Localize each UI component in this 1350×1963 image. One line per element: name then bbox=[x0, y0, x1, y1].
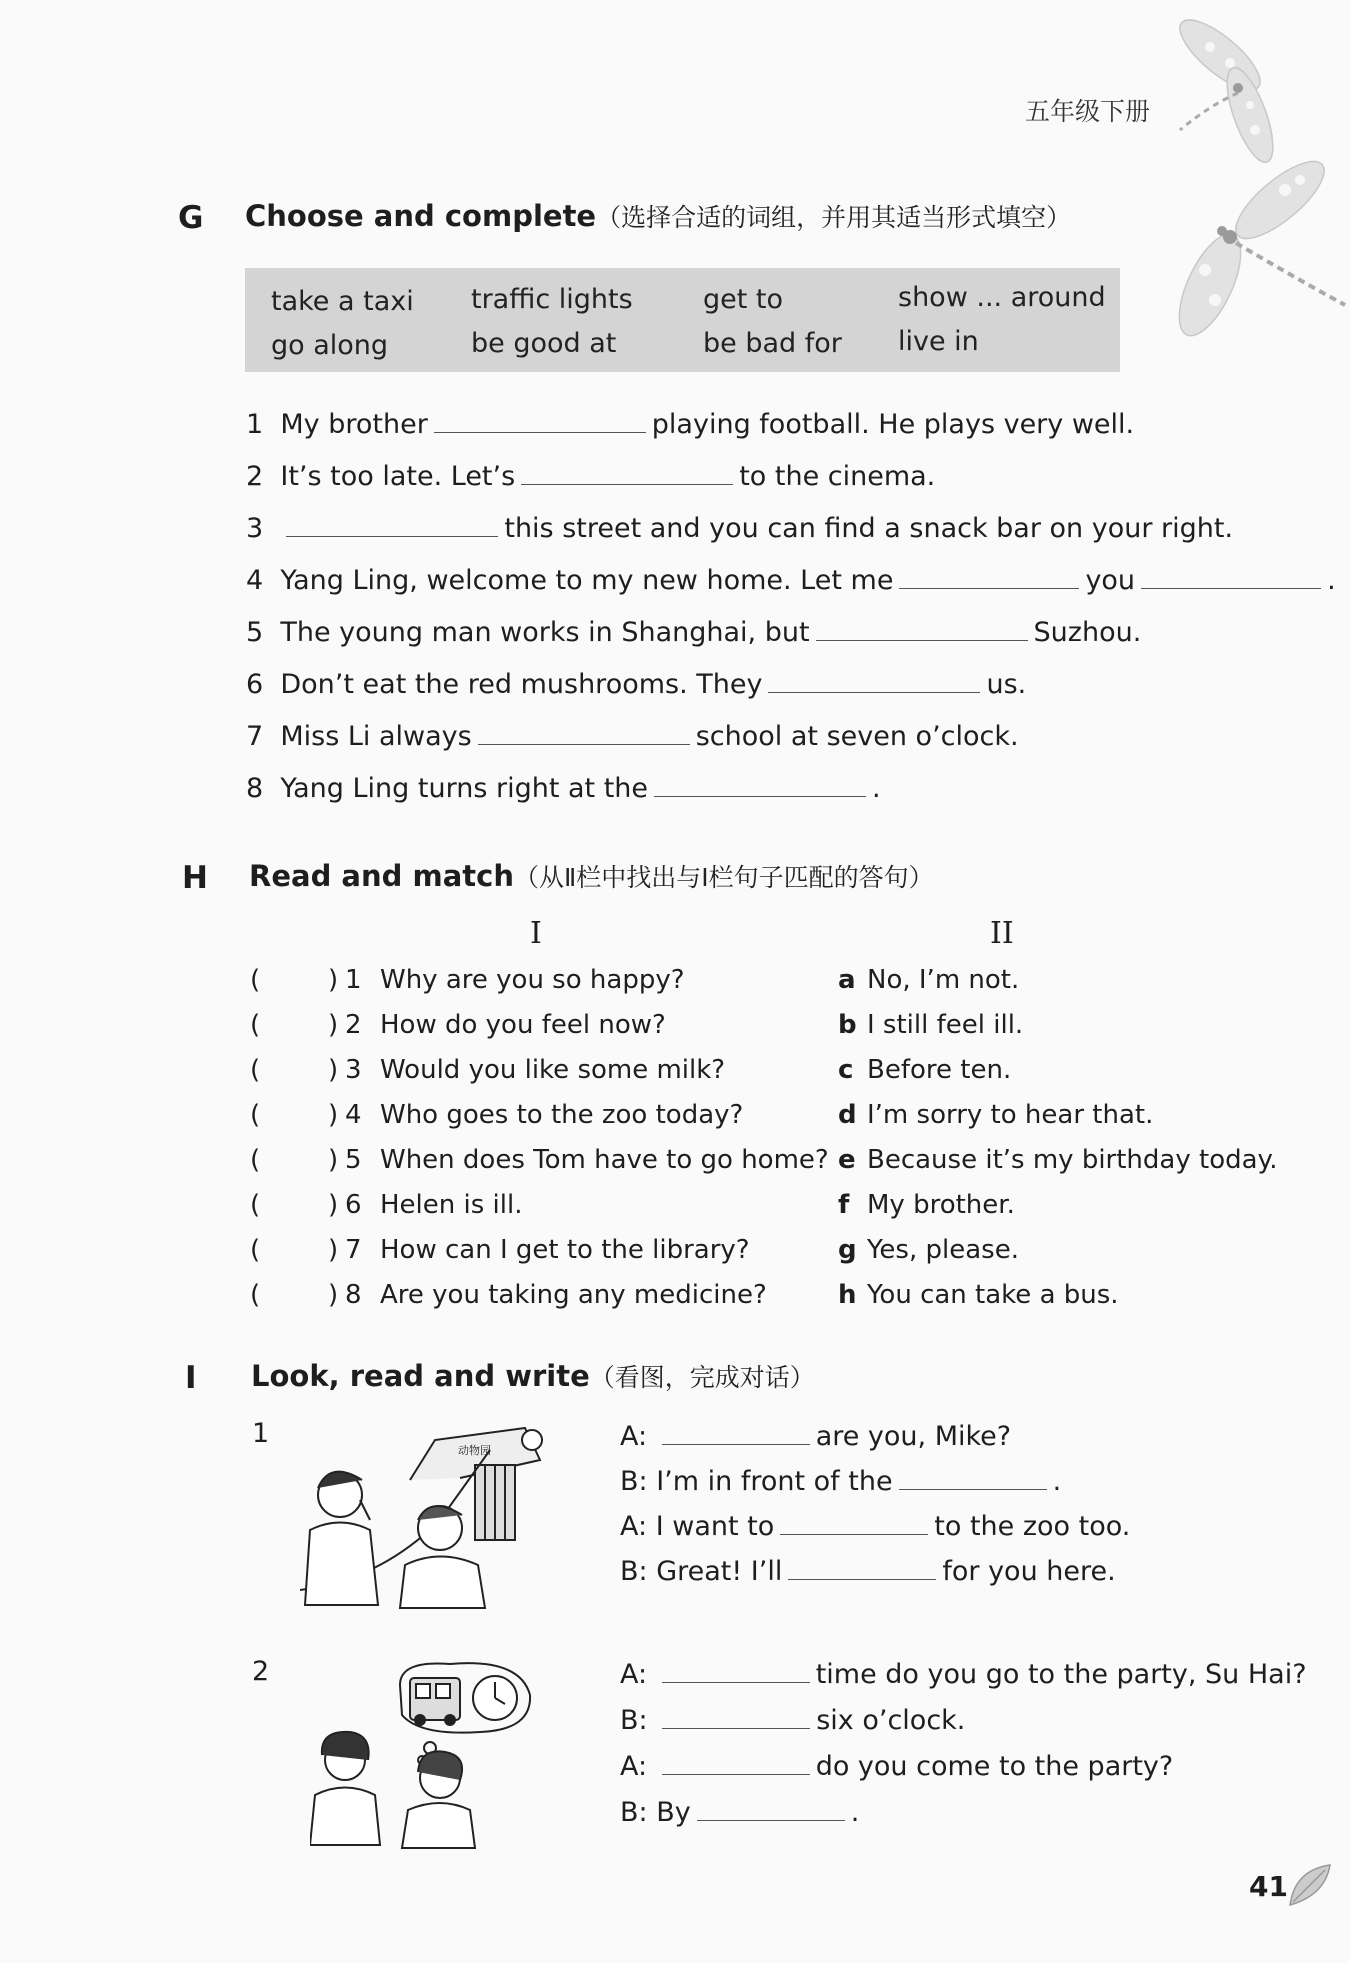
exercise-item bbox=[246, 408, 1134, 440]
answer-paren-open: ( bbox=[250, 965, 261, 995]
dialogue-line bbox=[620, 1420, 1011, 1452]
answer-text: I still feel ill. bbox=[867, 1010, 1024, 1040]
answer-paren-close: ) bbox=[328, 1235, 339, 1265]
item-number: 5 bbox=[345, 1145, 362, 1175]
item-number: 8 bbox=[246, 773, 264, 804]
dialogue-line bbox=[620, 1510, 1130, 1542]
answer-paren-close: ) bbox=[328, 1055, 339, 1085]
item-text: Miss Li always bbox=[280, 721, 472, 752]
answer-blank[interactable] bbox=[780, 1510, 928, 1535]
answer-paren-open: ( bbox=[250, 1010, 261, 1040]
answer-text: My brother. bbox=[867, 1190, 1015, 1220]
dialogue-text: time do you go to the party, Su Hai? bbox=[815, 1659, 1307, 1690]
section-h-heading bbox=[249, 858, 934, 894]
answer-slot[interactable] bbox=[262, 1190, 322, 1220]
dialogue-text: . bbox=[850, 1797, 860, 1828]
answer-paren-open: ( bbox=[250, 1235, 261, 1265]
dialogue-line bbox=[620, 1750, 1173, 1782]
answer-blank[interactable] bbox=[697, 1796, 845, 1821]
dialogue-line bbox=[620, 1796, 859, 1828]
exercise-item bbox=[246, 668, 1026, 700]
item-number: 2 bbox=[345, 1010, 362, 1040]
item-text: you bbox=[1085, 565, 1136, 596]
item-number: 3 bbox=[345, 1055, 362, 1085]
answer-slot[interactable] bbox=[262, 1010, 322, 1040]
word-bank-item: take a taxi bbox=[271, 286, 414, 317]
answer-letter: c bbox=[838, 1055, 854, 1085]
answer-blank[interactable] bbox=[1141, 564, 1321, 589]
page-number: 41 bbox=[1249, 1870, 1288, 1903]
answer-paren-open: ( bbox=[250, 1145, 261, 1175]
dialogue-text: to the zoo too. bbox=[934, 1511, 1131, 1542]
answer-slot[interactable] bbox=[262, 1055, 322, 1085]
speaker-label: A: bbox=[620, 1751, 648, 1782]
dialogue-text: are you, Mike? bbox=[815, 1421, 1012, 1452]
bus-clock-girls-illustration bbox=[310, 1660, 550, 1850]
grade-label: 五年级下册 bbox=[1024, 97, 1150, 126]
word-bank-item: show ... around bbox=[898, 282, 1106, 313]
answer-paren-open: ( bbox=[250, 1280, 261, 1310]
question-text: Would you like some milk? bbox=[380, 1055, 726, 1085]
item-number: 1 bbox=[246, 409, 264, 440]
exercise-item bbox=[246, 564, 1336, 596]
item-text: Yang Ling, welcome to my new home. Let me bbox=[280, 565, 894, 596]
section-i-letter: I bbox=[185, 1360, 197, 1396]
question-text: Are you taking any medicine? bbox=[380, 1280, 767, 1310]
item-text: Yang Ling turns right at the bbox=[280, 773, 649, 804]
answer-text: No, I’m not. bbox=[867, 965, 1020, 995]
item-number: 2 bbox=[246, 461, 264, 492]
answer-slot[interactable] bbox=[262, 1280, 322, 1310]
dialogue-text: for you here. bbox=[942, 1556, 1116, 1587]
dialogue-line bbox=[620, 1465, 1061, 1497]
speaker-label: A: bbox=[620, 1421, 648, 1452]
exercise-item bbox=[246, 616, 1141, 648]
item-text: Suzhou. bbox=[1033, 617, 1142, 648]
item-text: Don’t eat the red mushrooms. They bbox=[280, 669, 763, 700]
dialogue-text: . bbox=[1052, 1466, 1062, 1497]
item-number: 5 bbox=[246, 617, 264, 648]
word-bank-item: go along bbox=[271, 330, 389, 361]
item-text: to the cinema. bbox=[739, 461, 936, 492]
item-text: us. bbox=[986, 669, 1027, 700]
item-number: 4 bbox=[345, 1100, 362, 1130]
word-bank-item: get to bbox=[703, 284, 784, 315]
answer-paren-close: ) bbox=[328, 1010, 339, 1040]
section-h-instruction: （从Ⅱ栏中找出与Ⅰ栏句子匹配的答句） bbox=[513, 863, 934, 892]
item-text: The young man works in Shanghai, but bbox=[280, 617, 810, 648]
answer-text: Yes, please. bbox=[867, 1235, 1019, 1265]
answer-text: I’m sorry to hear that. bbox=[867, 1100, 1154, 1130]
answer-paren-open: ( bbox=[250, 1055, 261, 1085]
question-text: Why are you so happy? bbox=[380, 965, 685, 995]
answer-blank[interactable] bbox=[521, 460, 733, 485]
answer-letter: f bbox=[838, 1190, 850, 1220]
dialogue-number: 1 bbox=[252, 1418, 270, 1449]
zoo-sign: 动物园 bbox=[458, 1444, 491, 1457]
speaker-label: A: bbox=[620, 1511, 648, 1542]
dialogue-number: 2 bbox=[252, 1656, 270, 1687]
answer-text: Before ten. bbox=[867, 1055, 1012, 1085]
answer-blank[interactable] bbox=[662, 1750, 810, 1775]
question-text: How can I get to the library? bbox=[380, 1235, 750, 1265]
speaker-label: B: bbox=[620, 1556, 648, 1587]
section-i-instruction: （看图，完成对话） bbox=[589, 1363, 815, 1392]
question-text: When does Tom have to go home? bbox=[380, 1145, 829, 1175]
answer-letter: d bbox=[838, 1100, 857, 1130]
item-text: . bbox=[872, 773, 881, 804]
dialogue-line bbox=[620, 1704, 965, 1736]
answer-paren-close: ) bbox=[328, 965, 339, 995]
speaker-label: B: bbox=[620, 1466, 648, 1497]
answer-letter: a bbox=[838, 965, 856, 995]
leaf-decoration-icon bbox=[1285, 1860, 1335, 1910]
zoo-phone-call-illustration bbox=[300, 1420, 550, 1610]
dialogue-line bbox=[620, 1555, 1116, 1587]
word-bank-item: live in bbox=[898, 326, 979, 357]
section-h-letter: H bbox=[182, 860, 208, 896]
answer-letter: g bbox=[838, 1235, 857, 1265]
speaker-label: A: bbox=[620, 1659, 648, 1690]
question-text: How do you feel now? bbox=[380, 1010, 666, 1040]
item-text: playing football. He plays very well. bbox=[651, 409, 1135, 440]
item-text: school at seven o’clock. bbox=[695, 721, 1019, 752]
exercise-item bbox=[246, 460, 935, 492]
question-text: Helen is ill. bbox=[380, 1190, 523, 1220]
dialogue-text: six o’clock. bbox=[816, 1705, 966, 1736]
item-number: 1 bbox=[345, 965, 362, 995]
item-number: 6 bbox=[246, 669, 264, 700]
item-number: 8 bbox=[345, 1280, 362, 1310]
answer-blank[interactable] bbox=[788, 1555, 936, 1580]
item-number: 6 bbox=[345, 1190, 362, 1220]
exercise-item bbox=[246, 512, 1233, 544]
answer-blank[interactable] bbox=[662, 1420, 810, 1445]
word-bank-item: traffic lights bbox=[471, 284, 633, 315]
dialogue-text: By bbox=[656, 1797, 691, 1828]
answer-slot[interactable] bbox=[262, 1235, 322, 1265]
speaker-label: B: bbox=[620, 1797, 648, 1828]
answer-blank[interactable] bbox=[662, 1658, 810, 1683]
word-bank-item: be good at bbox=[471, 328, 617, 359]
column-two-heading: II bbox=[990, 916, 1014, 951]
exercise-item bbox=[246, 720, 1019, 752]
section-g-title: Choose and complete bbox=[245, 199, 597, 233]
answer-paren-close: ) bbox=[328, 1100, 339, 1130]
section-g-letter: G bbox=[178, 200, 204, 236]
item-text: this street and you can find a snack bar on your right. bbox=[504, 513, 1234, 544]
item-number: 7 bbox=[246, 721, 264, 752]
answer-letter: e bbox=[838, 1145, 856, 1175]
answer-blank[interactable] bbox=[899, 564, 1079, 589]
answer-paren-open: ( bbox=[250, 1190, 261, 1220]
answer-letter: h bbox=[838, 1280, 857, 1310]
column-one-heading: I bbox=[530, 916, 542, 951]
answer-paren-close: ) bbox=[328, 1190, 339, 1220]
answer-slot[interactable] bbox=[262, 1100, 322, 1130]
answer-paren-close: ) bbox=[328, 1280, 339, 1310]
answer-blank[interactable] bbox=[816, 616, 1028, 641]
item-number: 4 bbox=[246, 565, 264, 596]
answer-paren-close: ) bbox=[328, 1145, 339, 1175]
item-text: It’s too late. Let’s bbox=[280, 461, 516, 492]
word-bank bbox=[245, 268, 1120, 372]
answer-blank[interactable] bbox=[434, 408, 646, 433]
answer-paren-open: ( bbox=[250, 1100, 261, 1130]
question-text: Who goes to the zoo today? bbox=[380, 1100, 744, 1130]
section-g-instruction: （选择合适的词组，并用其适当形式填空） bbox=[596, 203, 1072, 232]
item-number: 7 bbox=[345, 1235, 362, 1265]
section-i-title: Look, read and write bbox=[251, 1359, 590, 1393]
answer-blank[interactable] bbox=[286, 512, 498, 537]
dialogue-text: I’m in front of the bbox=[656, 1466, 893, 1497]
item-number: 3 bbox=[246, 513, 264, 544]
dragonfly-decoration-icon bbox=[1150, 15, 1350, 375]
section-h-title: Read and match bbox=[249, 859, 514, 893]
section-i-heading bbox=[251, 1358, 815, 1394]
answer-text: Because it’s my birthday today. bbox=[867, 1145, 1278, 1175]
answer-blank[interactable] bbox=[662, 1704, 810, 1729]
answer-text: You can take a bus. bbox=[867, 1280, 1119, 1310]
dialogue-text: I want to bbox=[655, 1511, 775, 1542]
answer-blank[interactable] bbox=[654, 772, 866, 797]
dialogue-text: Great! I’ll bbox=[656, 1556, 783, 1587]
answer-blank[interactable] bbox=[899, 1465, 1047, 1490]
answer-slot[interactable] bbox=[262, 965, 322, 995]
exercise-item bbox=[246, 772, 881, 804]
speaker-label: B: bbox=[620, 1705, 648, 1736]
answer-blank[interactable] bbox=[768, 668, 980, 693]
item-text: My brother bbox=[280, 409, 428, 440]
word-bank-item: be bad for bbox=[703, 328, 842, 359]
answer-slot[interactable] bbox=[262, 1145, 322, 1175]
dialogue-line bbox=[620, 1658, 1307, 1690]
dialogue-text: do you come to the party? bbox=[815, 1751, 1174, 1782]
answer-letter: b bbox=[838, 1010, 857, 1040]
section-g-heading bbox=[245, 198, 1071, 234]
answer-blank[interactable] bbox=[478, 720, 690, 745]
item-text: . bbox=[1327, 565, 1336, 596]
